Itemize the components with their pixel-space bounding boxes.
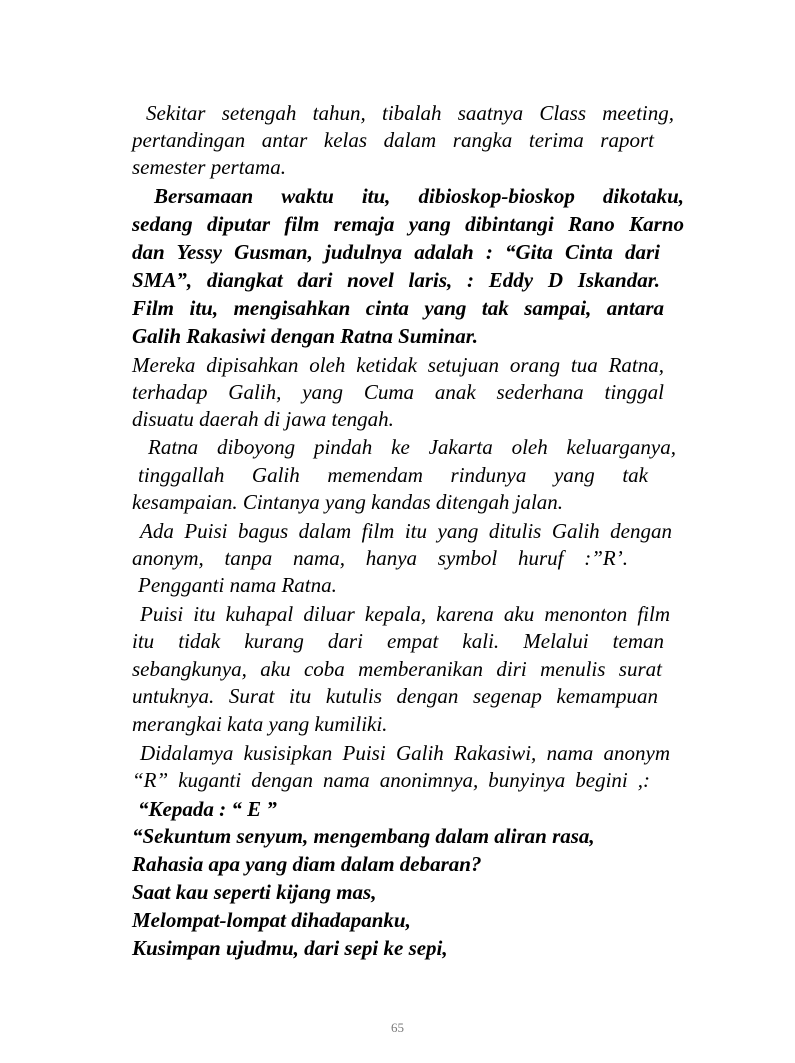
paragraph-1-line-2: pertandingan antar kelas dalam rangka terima raport bbox=[132, 128, 654, 152]
paragraph-3-line-2: terhadap Galih, yang Cuma anak sederhana tinggal bbox=[132, 380, 664, 404]
poem-line-2: Rahasia apa yang diam dalam debaran? bbox=[132, 852, 482, 876]
paragraph-2-line-1: Bersamaan waktu itu, dibioskop-bioskop dikotaku, bbox=[154, 184, 684, 208]
poem-line-5: Kusimpan ujudmu, dari sepi ke sepi, bbox=[132, 936, 448, 960]
poem-heading: “Kepada : “ E ” bbox=[138, 797, 277, 821]
paragraph-6-line-4: untuknya. Surat itu kutulis dengan segenap kemampuan bbox=[132, 684, 658, 708]
paragraph-5-line-1: Ada Puisi bagus dalam film itu yang ditulis Galih dengan bbox=[140, 519, 672, 543]
paragraph-5-line-3: Pengganti nama Ratna. bbox=[138, 573, 337, 597]
paragraph-3-line-3: disuatu daerah di jawa tengah. bbox=[132, 407, 394, 431]
paragraph-6-line-2: itu tidak kurang dari empat kali. Melalui teman bbox=[132, 629, 664, 653]
paragraph-2-line-4: SMA”, diangkat dari novel laris, : Eddy D Iskandar. bbox=[132, 268, 660, 292]
paragraph-6-line-1: Puisi itu kuhapal diluar kepala, karena aku menonton film bbox=[140, 602, 670, 626]
paragraph-6-line-5: merangkai kata yang kumiliki. bbox=[132, 712, 388, 736]
paragraph-3-line-1: Mereka dipisahkan oleh ketidak setujuan orang tua Ratna, bbox=[132, 353, 664, 377]
paragraph-2-line-3: dan Yessy Gusman, judulnya adalah : “Gita Cinta dari bbox=[132, 240, 660, 264]
paragraph-4-line-2: tinggallah Galih memendam rindunya yang tak bbox=[138, 463, 648, 487]
paragraph-1-line-1: Sekitar setengah tahun, tibalah saatnya Class meeting, bbox=[146, 101, 674, 125]
paragraph-2-line-5: Film itu, mengisahkan cinta yang tak sampai, antara bbox=[132, 296, 664, 320]
paragraph-7-line-1: Didalamya kusisipkan Puisi Galih Rakasiwi, nama anonym bbox=[140, 741, 670, 765]
paragraph-2-line-2: sedang diputar film remaja yang dibintangi Rano Karno bbox=[132, 212, 684, 236]
poem-line-3: Saat kau seperti kijang mas, bbox=[132, 880, 377, 904]
paragraph-5-line-2: anonym, tanpa nama, hanya symbol huruf :”R’. bbox=[132, 546, 628, 570]
page-number: 65 bbox=[391, 1020, 404, 1035]
poem-line-4: Melompat-lompat dihadapanku, bbox=[132, 908, 411, 932]
paragraph-4-line-1: Ratna diboyong pindah ke Jakarta oleh keluarganya, bbox=[148, 435, 676, 459]
poem-line-1: “Sekuntum senyum, mengembang dalam aliran rasa, bbox=[132, 824, 595, 848]
paragraph-4-line-3: kesampaian. Cintanya yang kandas ditengah jalan. bbox=[132, 490, 564, 514]
paragraph-2-line-6: Galih Rakasiwi dengan Ratna Suminar. bbox=[132, 324, 479, 348]
paragraph-7-line-2: “R” kuganti dengan nama anonimnya, bunyinya begini ,: bbox=[132, 768, 650, 792]
paragraph-6-line-3: sebangkunya, aku coba memberanikan diri menulis surat bbox=[132, 657, 662, 681]
paragraph-1-line-3: semester pertama. bbox=[132, 155, 286, 179]
